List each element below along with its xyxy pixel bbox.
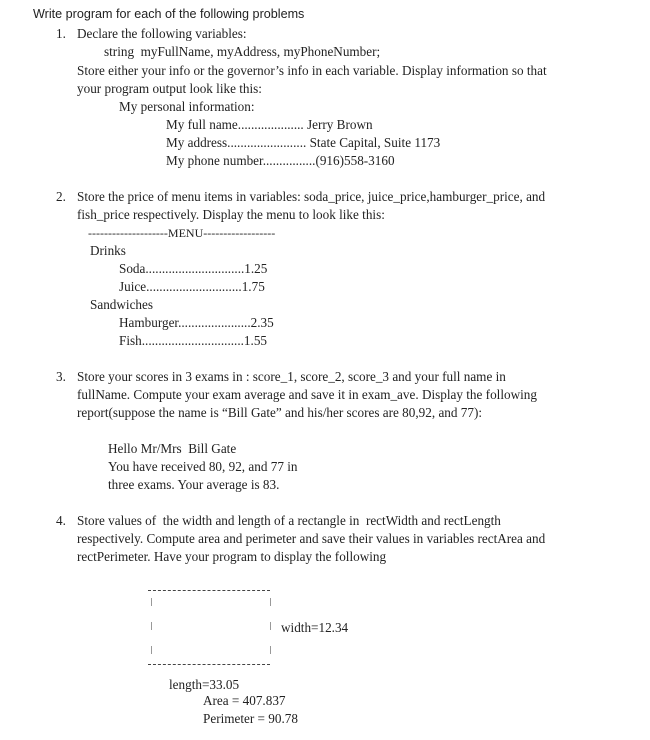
menu-category: Drinks (90, 243, 126, 258)
output-line: My phone number................(916)558-3160 (166, 153, 395, 168)
rectangle-left-edge (151, 646, 152, 654)
width-label: width=12.34 (281, 620, 349, 635)
problem-number: 4. (56, 513, 66, 528)
problem-text: string myFullName, myAddress, myPhoneNumber; (104, 44, 381, 59)
problem-text: respectively. Compute area and perimeter and save their values in variables rectArea and (77, 531, 546, 546)
problem-number: 2. (56, 189, 66, 204)
problem-text: Store the price of menu items in variables: soda_price, juice_price,hamburger_price, and (77, 189, 546, 204)
heading: Write program for each of the following problems (33, 7, 305, 21)
output-line: My personal information: (119, 99, 255, 114)
output-line: three exams. Your average is 83. (108, 477, 280, 492)
problem-text: fish_price respectively. Display the menu to look like this: (77, 207, 385, 222)
output-line: You have received 80, 92, and 77 in (108, 459, 298, 474)
problem-number: 1. (56, 26, 66, 41)
rectangle-right-edge (270, 622, 271, 630)
length-label: length=33.05 (169, 677, 240, 692)
problem-text: report(suppose the name is “Bill Gate” and his/her scores are 80,92, and 77): (77, 405, 483, 420)
output-line: My address........................ State Capital, Suite 1173 (166, 135, 441, 150)
rectangle-right-edge (270, 598, 271, 606)
problem-text: fullName. Compute your exam average and save it in exam_ave. Display the following (77, 387, 537, 402)
menu-item: Hamburger......................2.35 (119, 315, 274, 330)
output-line: My full name.................... Jerry Brown (166, 117, 373, 132)
menu-item: Juice.............................1.75 (119, 279, 265, 294)
output-line: Hello Mr/Mrs Bill Gate (108, 441, 237, 456)
menu-item: Soda..............................1.25 (119, 261, 268, 276)
menu-item: Fish...............................1.55 (119, 333, 268, 348)
rectangle-bottom-edge (148, 664, 270, 665)
problem-text: rectPerimeter. Have your program to display the following (77, 549, 387, 564)
rectangle-right-edge (270, 646, 271, 654)
rectangle-top-edge (148, 590, 270, 591)
problem-text: Store values of the width and length of a rectangle in rectWidth and rectLength (77, 513, 501, 528)
perimeter-output: Perimeter = 90.78 (203, 711, 298, 726)
problem-text: Declare the following variables: (77, 26, 247, 41)
menu-header: --------------------MENU------------------ (88, 226, 276, 240)
rectangle-left-edge (151, 598, 152, 606)
rectangle-left-edge (151, 622, 152, 630)
problem-text: your program output look like this: (77, 81, 262, 96)
menu-category: Sandwiches (90, 297, 153, 312)
area-output: Area = 407.837 (203, 693, 286, 708)
problem-number: 3. (56, 369, 66, 384)
problem-text: Store either your info or the governor’s info in each variable. Display information so that (77, 63, 547, 78)
problem-text: Store your scores in 3 exams in : score_1, score_2, score_3 and your full name in (77, 369, 506, 384)
